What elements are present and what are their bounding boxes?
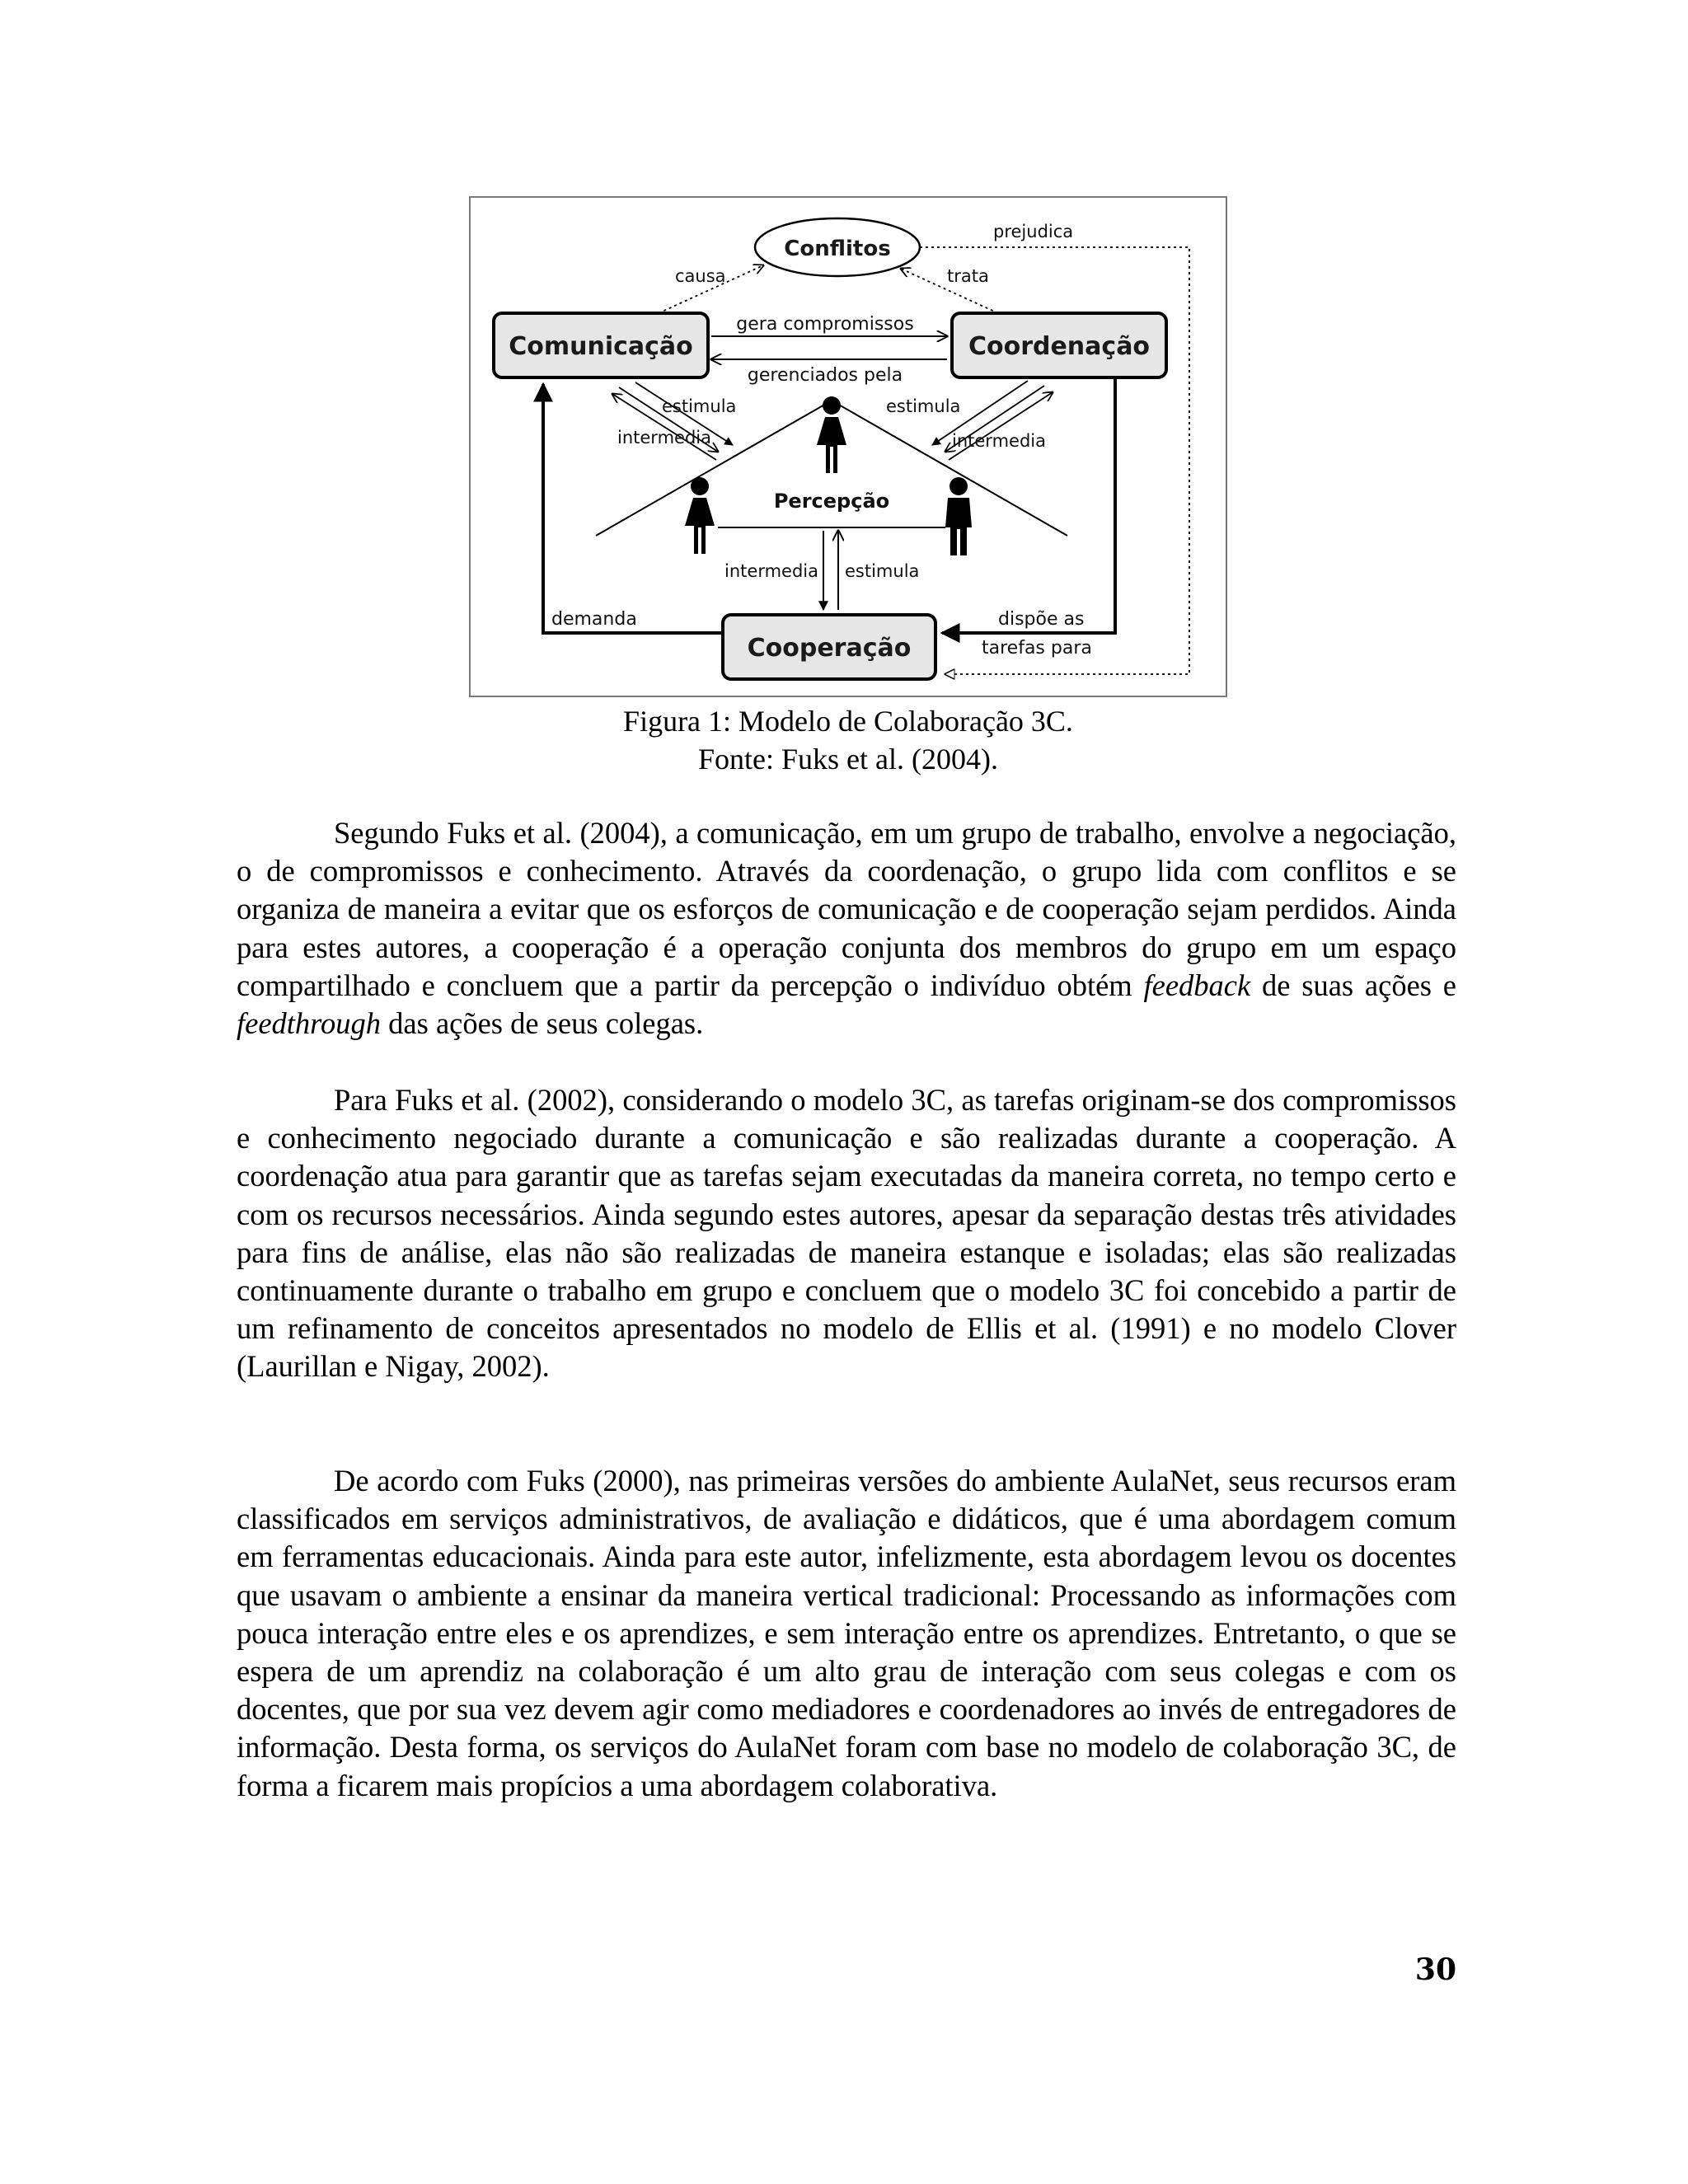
page-number: 30 [1414, 1952, 1456, 1987]
paragraph-1 [237, 814, 1456, 1043]
node-cooperacao-label: Cooperação [747, 634, 912, 663]
edge-demanda-label: demanda [551, 609, 637, 630]
edge-estimula-right-label: estimula [886, 396, 961, 416]
figure-caption-title: Figura 1: Modelo de Colaboração 3C. [623, 705, 1073, 738]
edge-intermedia-bottom-label: intermedia [724, 561, 818, 581]
paragraph-1-text-c: das ações de seus colegas. [381, 1006, 704, 1041]
edge-gera-compromissos-label: gera compromissos [736, 314, 914, 335]
edge-gerenciados-pela-label: gerenciados pela [747, 365, 903, 386]
paragraph-1-italic-feedthrough: feedthrough [237, 1006, 382, 1041]
edge-causa-label: causa [675, 266, 726, 286]
edge-dispoe-label: dispõe as [998, 609, 1085, 630]
paragraph-1-text-a: Segundo Fuks et al. (2004), a comunicação, em um grupo de trabalho, envolve a negociação, o de compromissos e conhecimento. Através da coordenação, o grupo lida com conflitos e se organiza de maneira a evitar que os esforços de comunicação e de cooperação sejam perdidos. Ainda para estes autores, a cooperação é a operação conjunta dos membros do grupo em um espaço compartilhado e concluem que a partir da percepção o indivíduo obtém [237, 816, 1456, 1002]
figure-3c-model [469, 196, 1227, 697]
node-coordenacao-label: Coordenação [968, 332, 1151, 361]
female-person-icon [817, 396, 846, 473]
node-conflitos-label: Conflitos [784, 237, 891, 261]
paragraph-2: Para Fuks et al. (2002), considerando o modelo 3C, as tarefas originam-se dos compromissos e conhecimento negociado durante a comunicação e são realizadas durante a cooperação. A coordenação atua para garantir que as tarefas sejam executadas da maneira correta, no tempo certo e com os recursos necessários. Ainda segundo estes autores, apesar da separação destas três atividades para fins de análise, elas não são realizadas de maneira estanque e isoladas; elas são realizadas continuamente durante o trabalho em grupo e concluem que o modelo 3C foi concebido a partir de um refinamento de conceitos apresentados no modelo de Ellis et al. (1991) e no modelo Clover (Laurillan e Nigay, 2002). [237, 1083, 1456, 1384]
diagram-svg [471, 198, 1226, 696]
node-comunicacao-label: Comunicação [509, 332, 693, 361]
paragraph-1-italic-feedback: feedback [1143, 968, 1251, 1002]
edge-tarefas-para-label: tarefas para [982, 638, 1092, 658]
node-percepcao-label: Percepção [773, 490, 890, 513]
edge-estimula-bottom-label: estimula [845, 561, 920, 581]
paragraph-3: De acordo com Fuks (2000), nas primeiras versões do ambiente AulaNet, seus recursos eram classificados em serviços administrativos, de avaliação e didáticos, que é uma abordagem comum em ferramentas educacionais. Ainda para este autor, infelizmente, esta abordagem levou os docentes que usavam o ambiente a ensinar da maneira vertical tradicional: Processando as informações com pouca interação entre eles e os aprendizes, e sem interação entre os aprendizes. Entretanto, o que se espera de um aprendiz na colaboração é um alto grau de interação com seus colegas e com os docentes, que por sua vez devem agir como mediadores e coordenadores ao invés de entregadores de informação. Desta forma, os serviços do AulaNet foram com base no modelo de colaboração 3C, de forma a ficarem mais propícios a uma abordagem colaborativa. [237, 1464, 1456, 1802]
edge-trata-label: trata [947, 266, 989, 286]
edge-intermedia-left-label: intermedia [617, 428, 711, 448]
female-person-icon [685, 477, 715, 554]
male-person-icon [945, 477, 972, 555]
edge-intermedia-right-label: intermedia [952, 431, 1046, 451]
edge-prejudica-label: prejudica [993, 222, 1074, 241]
paragraph-1-text-b: de suas ações e [1250, 968, 1456, 1002]
figure-caption-source: Fonte: Fuks et al. (2004). [698, 743, 998, 776]
edge-estimula-left-label: estimula [662, 396, 737, 416]
